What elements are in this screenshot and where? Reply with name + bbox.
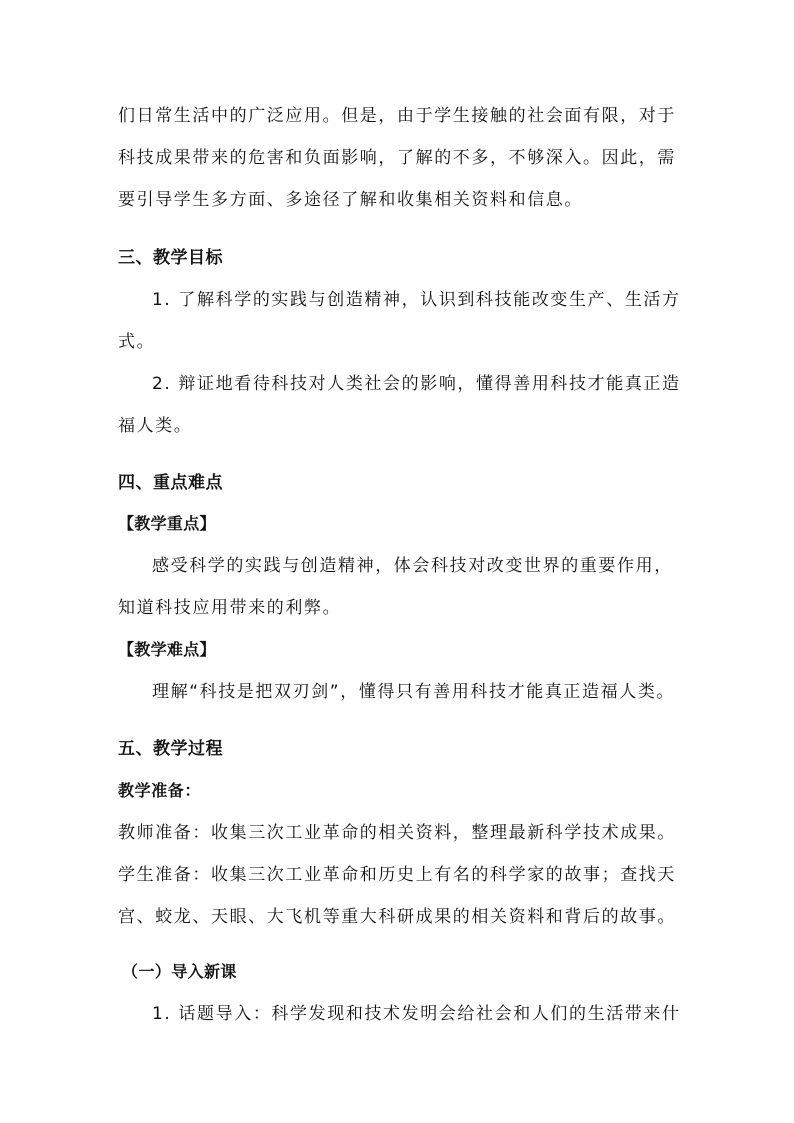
prep-label: 教学准备： [118,781,202,800]
teacher-prep: 教师准备：收集三次工业革命的相关资料，整理最新科学技术成果。 [118,823,676,843]
paragraph-line-1: 们日常生活中的广泛应用。但是，由于学生接触的社会面有限，对于 [118,106,676,126]
key-point-line-2: 知道科技应用带来的利弊。 [118,598,342,618]
intro-item-1: 1. 话题导入：科学发现和技术发明会给社会和人们的生活带来什 [152,1004,681,1024]
objective-2-line-1: 2. 辩证地看待科技对人类社会的影响，懂得善用科技才能真正造 [152,374,681,394]
subsection-heading-intro: （一）导入新课 [122,962,237,981]
key-point-line-1: 感受科学的实践与创造精神，体会科技对改变世界的重要作用， [152,556,673,576]
student-prep-line-2: 宫、蛟龙、天眼、大飞机等重大科研成果的相关资料和背后的故事。 [118,907,676,927]
difficulty-label: 【教学难点】 [118,640,216,659]
objective-1-line-1: 1. 了解科学的实践与创造精神，认识到科技能改变生产、生活方 [152,290,681,310]
student-prep-line-1: 学生准备：收集三次工业革命和历史上有名的科学家的故事；查找天 [118,865,676,885]
section-heading-process: 五、教学过程 [118,739,223,759]
paragraph-line-3: 要引导学生多方面、多途径了解和收集相关资料和信息。 [118,190,583,210]
objective-2-line-2: 福人类。 [118,416,193,436]
difficulty-text: 理解“科技是把双刃剑”，懂得只有善用科技才能真正造福人类。 [152,682,676,702]
paragraph-line-2: 科技成果带来的危害和负面影响，了解的不多，不够深入。因此，需 [118,148,676,168]
section-heading-key-points: 四、重点难点 [118,473,223,493]
key-point-label: 【教学重点】 [118,514,216,533]
objective-1-line-2: 式。 [118,332,156,352]
section-heading-objectives: 三、教学目标 [118,248,223,268]
